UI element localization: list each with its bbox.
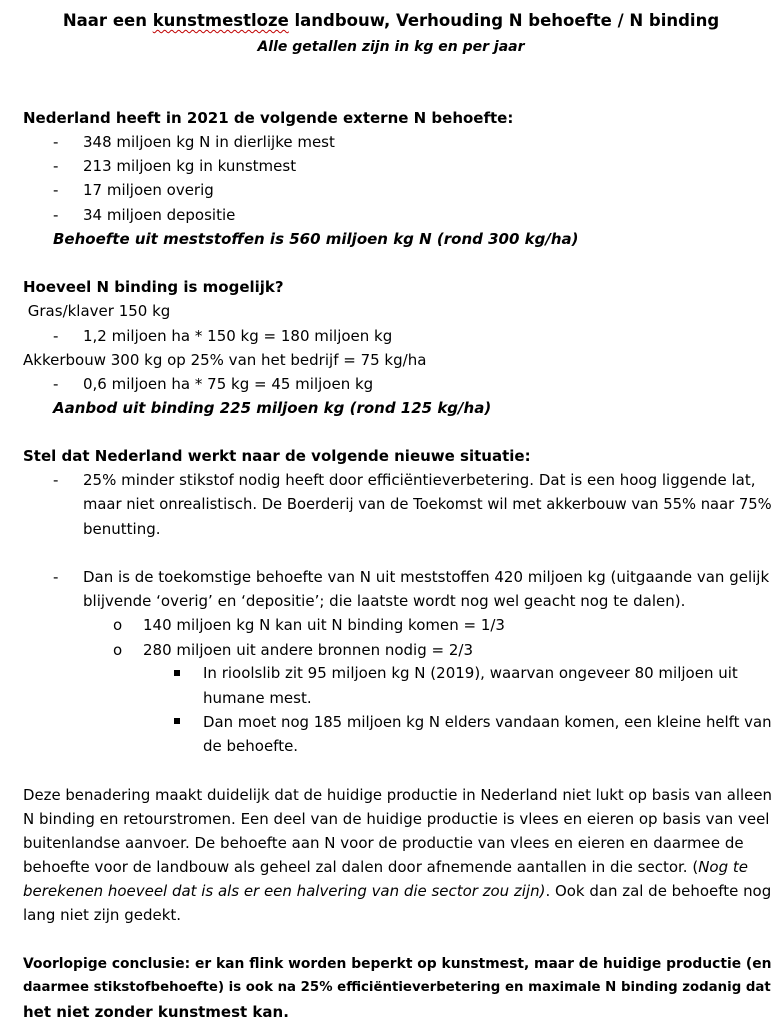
list-item-line: benutting.: [83, 520, 161, 538]
sub-item: 140 miljoen kg N kan uit N binding komen = 1/3: [143, 616, 505, 634]
gras-label: Gras/klaver 150 kg: [23, 302, 171, 320]
dash-bullet: -: [53, 375, 59, 393]
page-title: [0, 9, 782, 33]
paragraph-line: Deze benadering maakt duidelijk dat de huidige productie in Nederland niet lukt op basis van alleen: [23, 786, 772, 804]
circle-bullet: o: [113, 641, 123, 659]
section-total: Behoefte uit meststoffen is 560 miljoen kg N (rond 300 kg/ha): [53, 230, 579, 248]
sub-sub-item-line: humane mest.: [203, 689, 312, 707]
paragraph-line: [23, 879, 771, 903]
list-item-line: 25% minder stikstof nodig heeft door efficiëntieverbetering. Dat is een hoog liggende lat,: [83, 471, 756, 489]
paragraph-line: N binding en retourstromen. Een deel van de huidige productie is vlees en eieren op basis van veel: [23, 810, 770, 828]
list-item: 34 miljoen depositie: [83, 206, 236, 224]
list-item-line: maar niet onrealistisch. De Boerderij van de Toekomst wil met akkerbouw van 55% naar 75%: [83, 496, 772, 513]
paragraph-line: lang niet zijn gedekt.: [23, 906, 182, 924]
paragraph-italic: Nog te: [698, 858, 749, 876]
conclusion-line: daarmee stikstofbehoefte) is ook na 25% efficiëntieverbetering en maximale N binding zodanig dat: [23, 980, 771, 995]
dash-bullet: -: [53, 157, 59, 175]
square-bullet: [174, 670, 180, 676]
paragraph-text: . Ook dan zal de behoefte nog: [545, 882, 772, 900]
page-subtitle: Alle getallen zijn in kg en per jaar: [257, 39, 525, 55]
sub-sub-item-line: Dan moet nog 185 miljoen kg N elders vandaan komen, een kleine helft van: [203, 713, 772, 731]
section-heading: Hoeveel N binding is mogelijk?: [23, 278, 284, 296]
paragraph-italic: berekenen hoeveel dat is als er een halvering van die sector zou zijn): [23, 882, 546, 900]
sub-sub-item-line: de behoefte.: [203, 737, 299, 755]
list-item-line: blijvende ‘overig’ en ‘depositie’; die laatste wordt nog wel geacht nog te dalen).: [83, 592, 686, 610]
dash-bullet: -: [53, 133, 59, 151]
title-part: Naar een: [62, 11, 153, 30]
title-misspelled-word: kunstmestloze: [152, 11, 289, 30]
dash-bullet: -: [53, 471, 59, 489]
list-item-line: Dan is de toekomstige behoefte van N uit meststoffen 420 miljoen kg (uitgaande van gelijk: [83, 568, 770, 586]
dash-bullet: -: [53, 568, 59, 586]
conclusion-line: Voorlopige conclusie: er kan flink worden beperkt op kunstmest, maar de huidige productie (en: [23, 956, 772, 972]
section-total: Aanbod uit binding 225 miljoen kg (rond 125 kg/ha): [53, 399, 492, 417]
paragraph-text: behoefte voor de landbouw als geheel zal dalen door afnemende aantallen in die sector. (: [23, 858, 699, 876]
circle-bullet: o: [113, 616, 123, 634]
section-heading: Stel dat Nederland werkt naar de volgende nieuwe situatie:: [23, 447, 531, 465]
section-heading: Nederland heeft in 2021 de volgende externe N behoefte:: [23, 109, 514, 127]
dash-bullet: -: [53, 327, 59, 345]
akker-label: Akkerbouw 300 kg op 25% van het bedrijf = 75 kg/ha: [23, 351, 427, 369]
conclusion-line: het niet zonder kunstmest kan.: [23, 1003, 289, 1021]
list-item: 1,2 miljoen ha * 150 kg = 180 miljoen kg: [83, 327, 393, 345]
sub-item: 280 miljoen uit andere bronnen nodig = 2/3: [143, 641, 473, 659]
title-part: landbouw, Verhouding N behoefte / N binding: [288, 11, 720, 30]
dash-bullet: -: [53, 181, 59, 199]
list-item: 348 miljoen kg N in dierlijke mest: [83, 133, 335, 151]
paragraph-line: [23, 855, 748, 879]
dash-bullet: -: [53, 206, 59, 224]
paragraph-line: buitenlandse aanvoer. De behoefte aan N voor de productie van vlees en eieren en daarmee de: [23, 834, 744, 852]
list-item: 17 miljoen overig: [83, 181, 214, 199]
square-bullet: [174, 718, 180, 724]
list-item: 213 miljoen kg in kunstmest: [83, 157, 297, 175]
sub-sub-item-line: In rioolslib zit 95 miljoen kg N (2019), waarvan ongeveer 80 miljoen uit: [203, 664, 738, 682]
list-item: 0,6 miljoen ha * 75 kg = 45 miljoen kg: [83, 375, 374, 393]
